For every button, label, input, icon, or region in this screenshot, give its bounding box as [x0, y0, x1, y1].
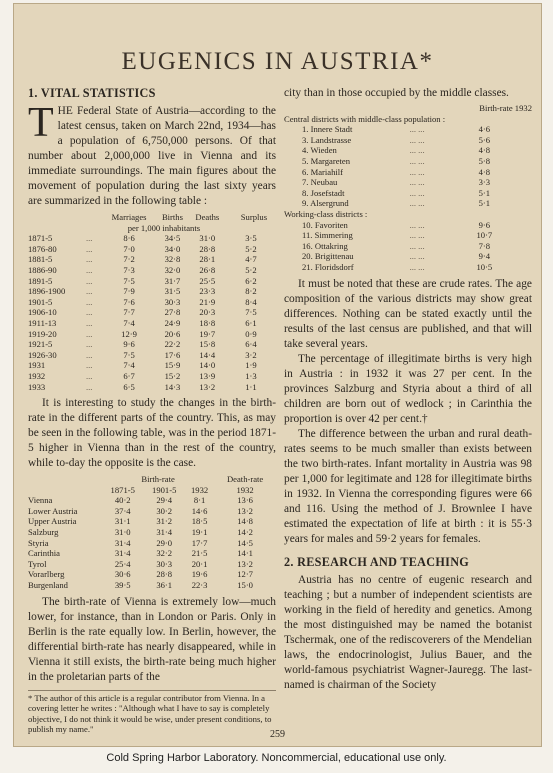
- district-name: 7. Neubau: [302, 177, 338, 188]
- table-cell: 18·5: [191, 516, 208, 527]
- table-cell: 1881-5: [28, 254, 53, 265]
- table-cell: 8·4: [245, 296, 257, 307]
- table-cell: 32·8: [164, 254, 181, 265]
- table-cell: 7·5: [123, 275, 135, 286]
- table-cell: 1931: [28, 360, 46, 371]
- table-cell: 14·3: [164, 381, 181, 392]
- district-birth-rate: 9·4: [478, 251, 491, 262]
- leader-dots: ... ...: [409, 230, 425, 241]
- district-row: [284, 251, 532, 262]
- table-cell: 31·4: [156, 527, 173, 538]
- table-row: [28, 339, 276, 350]
- leader-dots: ...: [86, 233, 93, 244]
- table-subheader: per 1,000 inhabitants: [127, 222, 201, 233]
- year-header: 1932: [236, 484, 254, 495]
- table-row: [28, 569, 276, 580]
- district-name: 21. Floridsdorf: [302, 261, 354, 272]
- table-cell: 1·3: [245, 370, 257, 381]
- table-cell: 19·6: [191, 569, 208, 580]
- table-cell: 28·1: [199, 254, 216, 265]
- table-row: [28, 495, 276, 506]
- table-row: [28, 244, 276, 255]
- population-table: [28, 212, 276, 392]
- district-birth-rate: 5·1: [478, 187, 491, 198]
- district-row: [284, 188, 532, 199]
- table-cell: 1871-5: [28, 233, 53, 244]
- table-row: [28, 371, 276, 382]
- leader-dots: ...: [86, 360, 93, 371]
- table-cell: 14·2: [237, 527, 253, 538]
- table-cell: 14·8: [237, 516, 253, 527]
- table-cell: 8·1: [193, 495, 206, 506]
- paragraph-continued: city than in those occupied by the middle classes.: [284, 87, 509, 99]
- leader-dots: ...: [86, 328, 93, 339]
- table-cell: 31·0: [199, 233, 216, 244]
- death-rate-header: Death-rate: [226, 474, 264, 485]
- regional-rates-table: [28, 474, 276, 591]
- district-row: [284, 241, 532, 252]
- leader-dots: ...: [86, 286, 93, 297]
- table-cell: 1·9: [245, 360, 257, 371]
- leader-dots: ... ...: [409, 166, 425, 177]
- table-cell: Upper Austria: [28, 516, 77, 527]
- table-cell: 30·2: [156, 505, 173, 516]
- table-cell: 17·7: [191, 537, 208, 548]
- table-cell: 17·6: [164, 349, 181, 360]
- leader-dots: ...: [86, 275, 93, 286]
- district-row: [284, 230, 532, 241]
- table-column-header: Births: [161, 212, 183, 222]
- district-birth-rate: 5·1: [478, 198, 491, 209]
- district-name: 8. Josefstadt: [302, 187, 345, 198]
- table-cell: 29·0: [156, 537, 173, 548]
- district-row: [284, 124, 532, 135]
- birth-rate-1932-header: Birth-rate 1932: [479, 103, 532, 113]
- table-cell: 19·1: [191, 527, 208, 538]
- table-cell: 34·0: [164, 243, 181, 254]
- table-cell: 25·4: [114, 558, 131, 569]
- table-cell: 7·0: [123, 243, 135, 254]
- table-cell: 15·0: [237, 580, 253, 591]
- table-cell: 6·7: [123, 370, 135, 381]
- table-cell: 1·1: [245, 381, 257, 392]
- table-cell: 28·8: [156, 569, 173, 580]
- table-cell: 7·5: [123, 349, 135, 360]
- district-row: [284, 135, 532, 146]
- district-row: [284, 198, 532, 209]
- table-cell: 30·3: [164, 296, 181, 307]
- table-cell: 9·6: [123, 339, 135, 350]
- paragraph-vienna-birth-rate: The birth-rate of Vienna is extremely low—much lower, for instance, than in London or Paris. Only in Berlin is the rate equally low. In Berlin, however, the differential birth-rate has nearly disappeared, while in Vienna it still exists, the birth-rate being much higher in the proletarian parts of the: [28, 595, 276, 683]
- table-cell: 1901-5: [28, 296, 53, 307]
- table-cell: 6·2: [245, 275, 257, 286]
- table-cell: 20·1: [191, 558, 208, 569]
- table-cell: 40·2: [114, 495, 131, 506]
- table-row: [28, 360, 276, 371]
- table-cell: 6·4: [245, 339, 257, 350]
- table-cell: 30·6: [114, 569, 131, 580]
- table-row: [28, 265, 276, 276]
- table-cell: 1876-80: [28, 243, 57, 254]
- table-cell: 7·7: [123, 307, 135, 318]
- leader-dots: ... ...: [409, 198, 425, 209]
- table-cell: 24·9: [164, 317, 181, 328]
- table-cell: 15·8: [199, 339, 216, 350]
- table-column-header: Deaths: [195, 212, 220, 222]
- table-row: [28, 318, 276, 329]
- leader-dots: ... ...: [409, 145, 425, 156]
- table-cell: 1896-1900: [28, 286, 66, 297]
- district-birth-rate: 5·8: [478, 155, 491, 166]
- table-cell: Vorarlberg: [28, 569, 65, 580]
- district-birth-rate: 4·8: [478, 145, 491, 156]
- table-cell: 30·3: [156, 558, 173, 569]
- table-cell: 1921-5: [28, 339, 53, 350]
- table-cell: 29·4: [156, 495, 173, 506]
- table-cell: 4·7: [245, 254, 257, 265]
- table-row: [28, 350, 276, 361]
- table-cell: 15·2: [164, 370, 181, 381]
- article-title: EUGENICS IN AUSTRIA*: [121, 48, 434, 75]
- district-name: 4. Wieden: [302, 145, 337, 156]
- table-cell: 21·9: [199, 296, 216, 307]
- district-name: 10. Favoriten: [302, 219, 348, 230]
- table-cell: 22·3: [191, 580, 208, 591]
- year-header: 1871-5: [110, 484, 135, 495]
- district-name: 20. Brigittenau: [302, 251, 354, 262]
- table-cell: 39·5: [114, 580, 131, 591]
- table-column-header: Surplus: [240, 212, 268, 222]
- table-cell: 12·7: [237, 569, 253, 580]
- table-cell: 32·2: [156, 548, 173, 559]
- leader-dots: ...: [86, 349, 93, 360]
- leader-dots: ...: [86, 317, 93, 328]
- table-cell: 31·4: [114, 537, 131, 548]
- table-cell: 37·4: [114, 505, 131, 516]
- leader-dots: ... ...: [409, 219, 425, 230]
- table-row: [28, 516, 276, 527]
- table-cell: 5·2: [245, 264, 257, 275]
- table-cell: 14·0: [199, 360, 216, 371]
- table-cell: 31·5: [164, 286, 181, 297]
- year-header: 1901-5: [152, 484, 177, 495]
- table-cell: 25·5: [199, 275, 216, 286]
- table-cell: 12·9: [121, 328, 137, 339]
- credit-line: Cold Spring Harbor Laboratory. Noncommercial, educational use only.: [106, 752, 447, 764]
- drop-cap: T: [28, 100, 54, 146]
- table-cell: 6·5: [123, 381, 135, 392]
- district-name: 3. Landstrasse: [302, 134, 352, 145]
- leader-dots: ... ...: [409, 124, 425, 135]
- leader-dots: ... ...: [409, 251, 425, 262]
- table-cell: 1926-30: [28, 349, 57, 360]
- table-cell: 26·8: [199, 264, 216, 275]
- table-cell: Burgenland: [28, 580, 68, 591]
- table-cell: 8·6: [123, 233, 135, 244]
- table-cell: 28·8: [199, 243, 216, 254]
- district-birth-rate: 3·3: [478, 177, 491, 188]
- paragraph-death-rates: The difference between the urban and rural death-rates seems to be much smaller than exists between the two birth-rates. Infant mortality in Austria was 98 per 1,000 for legitimate and 128 for illegitimate births in 1932. In Vienna the corresponding figures were 66 and 116. Using the method of J. Brownlee I have estimated the expectation of life at birth : it is 55·3 years for males and 59·2 years for females.: [284, 427, 532, 545]
- district-row: [284, 177, 532, 188]
- left-column: [28, 86, 276, 735]
- leader-dots: ...: [86, 339, 93, 350]
- year-header: 1932: [190, 484, 209, 495]
- table-cell: 1932: [28, 370, 46, 381]
- table-cell: 7·4: [123, 317, 135, 328]
- right-column: [284, 86, 532, 693]
- district-name: 5. Margareten: [302, 155, 351, 166]
- table-cell: 1906-10: [28, 307, 57, 318]
- leader-dots: ... ...: [409, 261, 425, 272]
- table-cell: 14·1: [237, 548, 253, 559]
- table-cell: 3·5: [245, 233, 257, 244]
- table-row: [28, 286, 276, 297]
- table-cell: Vienna: [28, 495, 53, 506]
- leader-dots: ...: [86, 264, 93, 275]
- table-cell: 14·5: [237, 537, 253, 548]
- table-row: [28, 297, 276, 308]
- district-birth-rate: 9·6: [478, 219, 491, 230]
- leader-dots: ... ...: [409, 134, 425, 145]
- table-cell: 5·2: [245, 243, 257, 254]
- district-name: 16. Ottakring: [302, 240, 348, 251]
- district-birth-rate: 10·5: [476, 261, 493, 272]
- table-column-header: Marriages: [111, 212, 147, 222]
- leader-dots: ... ...: [409, 187, 425, 198]
- table-cell: 21·5: [191, 548, 208, 559]
- district-name: 1. Innere Stadt: [302, 124, 353, 135]
- table-row: [28, 382, 276, 393]
- table-cell: 34·5: [164, 233, 181, 244]
- table-cell: 7·9: [123, 286, 135, 297]
- table-cell: 31·1: [114, 516, 131, 527]
- district-birth-rate: 4·8: [478, 166, 491, 177]
- district-birth-rate: 4·6: [478, 124, 491, 135]
- table-cell: 13·6: [237, 495, 253, 506]
- table-cell: 0·9: [245, 328, 257, 339]
- table-cell: 13·2: [199, 381, 216, 392]
- table-row: [28, 506, 276, 517]
- birth-rate-header: Birth-rate: [141, 474, 175, 485]
- table-cell: 31·4: [114, 548, 131, 559]
- district-birth-rate: 5·6: [478, 134, 491, 145]
- district-row: [284, 167, 532, 178]
- paragraph-crude-rates: It must be noted that these are crude rates. The age composition of the various districts may show great differences. Nothing can be stated exactly until the results of the last census are published, and that will take several years.: [284, 277, 532, 350]
- table-row: [28, 254, 276, 265]
- table-cell: 8·2: [245, 286, 257, 297]
- table-row: [28, 548, 276, 559]
- table-cell: 13·2: [237, 505, 253, 516]
- table-cell: 13·2: [237, 558, 253, 569]
- table-cell: 20·6: [164, 328, 181, 339]
- table-cell: 23·3: [199, 286, 216, 297]
- leader-dots: ... ...: [409, 240, 425, 251]
- page-number: 259: [270, 729, 285, 740]
- table-row: [28, 538, 276, 549]
- table-cell: 1891-5: [28, 275, 53, 286]
- district-row: [284, 220, 532, 231]
- paragraph-illegitimate-births: The percentage of illegitimate births is very high in Austria : in 1932 it was 27 per cent. In the provinces Salzburg and Styria about a third of all children are born out of wedlock ; in Carinthia the proportion is over 42 per cent.†: [284, 352, 532, 425]
- table-cell: Styria: [28, 537, 49, 548]
- table-cell: 31·0: [114, 527, 131, 538]
- district-row: [284, 262, 532, 273]
- central-districts-header: Central districts with middle-class population :: [284, 113, 446, 124]
- table-cell: 15·9: [164, 360, 181, 371]
- district-birth-rate: 7·8: [478, 240, 491, 251]
- table-row: [28, 329, 276, 340]
- section-heading-vital-statistics: 1. VITAL STATISTICS: [28, 86, 156, 100]
- district-name: 9. Alsergrund: [302, 198, 349, 209]
- intro-paragraph: [28, 100, 276, 209]
- table-cell: Tyrol: [28, 558, 47, 569]
- table-cell: 18·8: [199, 317, 216, 328]
- table-row: [28, 580, 276, 591]
- table-cell: 1911-13: [28, 317, 57, 328]
- table-cell: 7·6: [123, 296, 135, 307]
- table-cell: 20·3: [199, 307, 216, 318]
- leader-dots: ...: [86, 296, 93, 307]
- author-footnote: * The author of this article is a regular contributor from Vienna. In a covering letter he writes : "Although what I have to say is completely objective, I do not think it would be wise, under present conditions, to publish my name.": [28, 690, 276, 735]
- table-cell: 7·4: [123, 360, 135, 371]
- table-cell: 3·2: [245, 349, 257, 360]
- table-cell: 13·9: [199, 370, 216, 381]
- district-name: 11. Simmering: [302, 230, 353, 241]
- table-cell: 1919-20: [28, 328, 57, 339]
- paragraph-birth-rate-changes: It is interesting to study the changes in the birth-rate in the different parts of the country. This, as may be seen in the following table, was in the period 1871-5 higher in Vienna than in the rest of the country, while to-day the opposite is the case.: [28, 397, 276, 470]
- table-cell: 31·2: [156, 516, 173, 527]
- section-heading-research: 2. RESEARCH AND TEACHING: [284, 554, 470, 569]
- table-cell: 1933: [28, 381, 46, 392]
- leader-dots: ...: [86, 254, 93, 265]
- table-cell: 19·7: [199, 328, 216, 339]
- leader-dots: ... ...: [409, 177, 425, 188]
- leader-dots: ... ...: [409, 155, 425, 166]
- table-row: [28, 307, 276, 318]
- table-row: [28, 276, 276, 287]
- leader-dots: ...: [86, 243, 93, 254]
- district-birth-rate: 10·7: [476, 230, 493, 241]
- table-cell: Lower Austria: [28, 505, 78, 516]
- table-cell: 31·7: [164, 275, 181, 286]
- table-cell: 1886-90: [28, 264, 57, 275]
- article-page: [13, 3, 542, 747]
- table-row: [28, 233, 276, 244]
- table-cell: 7·5: [245, 307, 257, 318]
- table-cell: 14·4: [199, 349, 216, 360]
- working-districts-header: Working-class districts :: [284, 208, 368, 219]
- table-cell: Carinthia: [28, 548, 60, 559]
- table-cell: 6·1: [245, 317, 257, 328]
- leader-dots: ...: [86, 307, 93, 318]
- table-cell: 27·8: [164, 307, 181, 318]
- district-row: [284, 145, 532, 156]
- table-cell: 7·3: [123, 264, 135, 275]
- table-cell: 32·0: [164, 264, 181, 275]
- vienna-districts-table: [284, 103, 532, 273]
- table-row: [28, 527, 276, 538]
- district-row: [284, 156, 532, 167]
- table-cell: 22·2: [164, 339, 181, 350]
- paragraph-research: Austria has no centre of eugenic research and teaching ; but a number of independent scientists are working in the field of heredity and genetics. Among the most distinguished may be named the botanist Tschermak, one of the rediscoverers of the Mendelian laws, the endocrinologist, Julius Bauer, and the world-famous psychiatrist Wagner-Jauregg. The last-named is chairman of the Society: [284, 573, 532, 691]
- leader-dots: ...: [86, 381, 93, 392]
- table-row: [28, 559, 276, 570]
- district-name: 6. Mariahilf: [302, 166, 344, 177]
- table-cell: 36·1: [156, 580, 173, 591]
- intro-text: HE Federal State of Austria—according to the latest census, taken on March 22nd, 1934—has a population of 6,750,000 persons. Of that number about 2,000,000 live in Vienna and its immediate surroundings. The main figures about the movement of population during the last sixty years are summarized in the following table :: [28, 105, 276, 207]
- table-cell: Salzburg: [28, 527, 59, 538]
- table-cell: 7·2: [123, 254, 135, 265]
- table-cell: 14·6: [191, 505, 208, 516]
- leader-dots: ...: [86, 370, 93, 381]
